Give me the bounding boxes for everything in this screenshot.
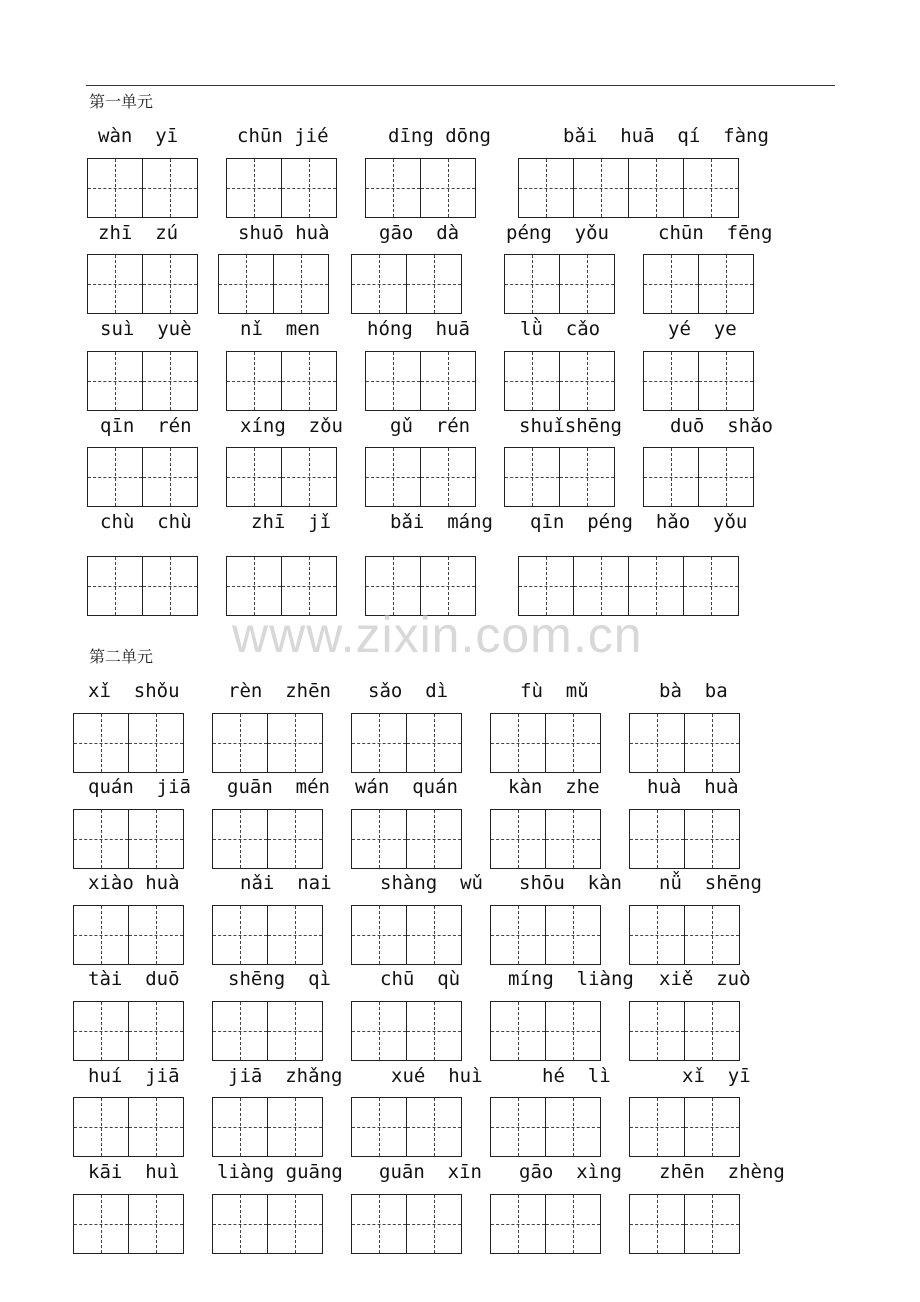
tianzige-cell[interactable] bbox=[420, 158, 476, 218]
tianzige-cell[interactable] bbox=[267, 905, 323, 965]
tianzige-cell[interactable] bbox=[490, 905, 546, 965]
tianzige-cell[interactable] bbox=[628, 158, 684, 218]
writing-grid[interactable] bbox=[490, 1001, 600, 1061]
writing-grid[interactable] bbox=[73, 905, 183, 965]
writing-grid[interactable] bbox=[643, 447, 753, 507]
pinyin-label: chù chù bbox=[100, 511, 192, 533]
writing-grid[interactable] bbox=[490, 905, 600, 965]
tianzige-cell[interactable] bbox=[684, 1194, 740, 1254]
writing-grid[interactable] bbox=[629, 713, 739, 773]
tianzige-cell[interactable] bbox=[490, 1194, 546, 1254]
tianzige-cell[interactable] bbox=[267, 1097, 323, 1157]
pinyin-label: xiě zuò bbox=[659, 968, 751, 990]
tianzige-cell[interactable] bbox=[351, 254, 407, 314]
tianzige-cell[interactable] bbox=[365, 351, 421, 411]
pinyin-label: wàn yī bbox=[98, 125, 179, 147]
tianzige-cell[interactable] bbox=[267, 809, 323, 869]
pinyin-label: chūn jié bbox=[237, 125, 329, 147]
tianzige-cell[interactable] bbox=[490, 809, 546, 869]
tianzige-cell[interactable] bbox=[212, 809, 268, 869]
pinyin-label: xué huì bbox=[391, 1065, 483, 1087]
writing-grid[interactable] bbox=[212, 809, 322, 869]
pinyin-label: shōu kàn bbox=[519, 872, 622, 894]
pinyin-label: fù mǔ bbox=[520, 680, 589, 702]
writing-grid[interactable] bbox=[629, 809, 739, 869]
tianzige-cell[interactable] bbox=[73, 905, 129, 965]
tianzige-cell[interactable] bbox=[643, 254, 699, 314]
writing-grid[interactable] bbox=[226, 158, 336, 218]
tianzige-cell[interactable] bbox=[643, 351, 699, 411]
tianzige-cell[interactable] bbox=[684, 1001, 740, 1061]
pinyin-label: sǎo dì bbox=[368, 680, 449, 702]
pinyin-label: quán jiā bbox=[88, 776, 191, 798]
tianzige-cell[interactable] bbox=[559, 351, 615, 411]
tianzige-cell[interactable] bbox=[212, 1001, 268, 1061]
writing-grid[interactable] bbox=[504, 447, 614, 507]
tianzige-cell[interactable] bbox=[351, 1001, 407, 1061]
tianzige-cell[interactable] bbox=[698, 254, 754, 314]
tianzige-cell[interactable] bbox=[490, 713, 546, 773]
writing-grid[interactable] bbox=[629, 1001, 739, 1061]
tianzige-cell[interactable] bbox=[406, 254, 462, 314]
pinyin-label: qīn péng hǎo yǒu bbox=[530, 511, 748, 533]
writing-grid[interactable] bbox=[504, 351, 614, 411]
pinyin-label: yé ye bbox=[668, 318, 737, 340]
tianzige-cell[interactable] bbox=[142, 351, 198, 411]
tianzige-cell[interactable] bbox=[87, 351, 143, 411]
writing-grid[interactable] bbox=[87, 556, 197, 616]
tianzige-cell[interactable] bbox=[406, 809, 462, 869]
tianzige-cell[interactable] bbox=[281, 158, 337, 218]
tianzige-cell[interactable] bbox=[128, 1001, 184, 1061]
tianzige-cell[interactable] bbox=[87, 254, 143, 314]
pinyin-label: hóng huā bbox=[367, 318, 470, 340]
tianzige-cell[interactable] bbox=[267, 1194, 323, 1254]
pinyin-label: hé lì bbox=[542, 1065, 611, 1087]
tianzige-cell[interactable] bbox=[420, 351, 476, 411]
tianzige-cell[interactable] bbox=[406, 1001, 462, 1061]
tianzige-cell[interactable] bbox=[406, 905, 462, 965]
pinyin-label: péng yǒu bbox=[506, 222, 609, 244]
pinyin-label: liàng guāng bbox=[217, 1161, 343, 1183]
writing-grid[interactable] bbox=[87, 351, 197, 411]
tianzige-cell[interactable] bbox=[629, 1097, 685, 1157]
pinyin-label: xíng zǒu bbox=[240, 415, 343, 437]
tianzige-cell[interactable] bbox=[73, 809, 129, 869]
writing-grid[interactable] bbox=[490, 713, 600, 773]
writing-grid[interactable] bbox=[212, 1194, 322, 1254]
writing-grid[interactable] bbox=[226, 447, 336, 507]
tianzige-cell[interactable] bbox=[545, 713, 601, 773]
tianzige-cell[interactable] bbox=[629, 1194, 685, 1254]
writing-grid[interactable] bbox=[351, 1194, 461, 1254]
writing-grid[interactable] bbox=[365, 351, 475, 411]
tianzige-cell[interactable] bbox=[128, 809, 184, 869]
tianzige-cell[interactable] bbox=[142, 254, 198, 314]
pinyin-label: rèn zhēn bbox=[228, 680, 331, 702]
tianzige-cell[interactable] bbox=[226, 351, 282, 411]
writing-grid[interactable] bbox=[643, 351, 753, 411]
pinyin-label: zhēn zhèng bbox=[659, 1161, 785, 1183]
writing-grid[interactable] bbox=[351, 1097, 461, 1157]
tianzige-cell[interactable] bbox=[504, 351, 560, 411]
writing-grid[interactable] bbox=[351, 254, 461, 314]
tianzige-cell[interactable] bbox=[226, 447, 282, 507]
tianzige-cell[interactable] bbox=[73, 1194, 129, 1254]
pinyin-label: zhī zú bbox=[98, 222, 179, 244]
tianzige-cell[interactable] bbox=[490, 1001, 546, 1061]
writing-grid[interactable] bbox=[212, 1097, 322, 1157]
tianzige-cell[interactable] bbox=[212, 905, 268, 965]
writing-grid[interactable] bbox=[212, 1001, 322, 1061]
pinyin-label: kāi huì bbox=[88, 1161, 180, 1183]
writing-grid[interactable] bbox=[87, 447, 197, 507]
tianzige-cell[interactable] bbox=[212, 1194, 268, 1254]
tianzige-cell[interactable] bbox=[73, 1097, 129, 1157]
tianzige-cell[interactable] bbox=[698, 351, 754, 411]
pinyin-label: jiā zhǎng bbox=[228, 1065, 343, 1087]
tianzige-cell[interactable] bbox=[629, 713, 685, 773]
tianzige-cell[interactable] bbox=[629, 905, 685, 965]
pinyin-label: guān xīn bbox=[379, 1161, 482, 1183]
tianzige-cell[interactable] bbox=[142, 158, 198, 218]
writing-grid[interactable] bbox=[73, 1001, 183, 1061]
writing-grid[interactable] bbox=[351, 1001, 461, 1061]
writing-grid[interactable] bbox=[226, 351, 336, 411]
tianzige-cell[interactable] bbox=[490, 1097, 546, 1157]
tianzige-cell[interactable] bbox=[406, 1194, 462, 1254]
tianzige-cell[interactable] bbox=[281, 447, 337, 507]
pinyin-label: bǎi máng bbox=[390, 511, 493, 533]
writing-grid[interactable] bbox=[212, 713, 322, 773]
tianzige-cell[interactable] bbox=[351, 713, 407, 773]
pinyin-label: huà huà bbox=[647, 776, 739, 798]
tianzige-cell[interactable] bbox=[351, 1194, 407, 1254]
writing-grid[interactable] bbox=[73, 713, 183, 773]
tianzige-cell[interactable] bbox=[643, 447, 699, 507]
tianzige-cell[interactable] bbox=[142, 447, 198, 507]
tianzige-cell[interactable] bbox=[128, 1097, 184, 1157]
tianzige-cell[interactable] bbox=[281, 351, 337, 411]
pinyin-label: suì yuè bbox=[100, 318, 192, 340]
tianzige-cell[interactable] bbox=[128, 713, 184, 773]
tianzige-cell[interactable] bbox=[420, 447, 476, 507]
writing-grid[interactable] bbox=[73, 809, 183, 869]
tianzige-cell[interactable] bbox=[684, 905, 740, 965]
tianzige-cell[interactable] bbox=[128, 905, 184, 965]
tianzige-cell[interactable] bbox=[351, 905, 407, 965]
unit1-title: 第一单元 bbox=[89, 92, 154, 111]
pinyin-label: tài duō bbox=[88, 968, 180, 990]
tianzige-cell[interactable] bbox=[518, 158, 574, 218]
tianzige-cell[interactable] bbox=[365, 158, 421, 218]
pinyin-label: shàng wǔ bbox=[380, 872, 483, 894]
tianzige-cell[interactable] bbox=[351, 1097, 407, 1157]
tianzige-cell[interactable] bbox=[683, 158, 739, 218]
tianzige-cell[interactable] bbox=[365, 447, 421, 507]
pinyin-label: nǐ men bbox=[240, 318, 321, 340]
tianzige-cell[interactable] bbox=[73, 713, 129, 773]
writing-grid[interactable] bbox=[365, 447, 475, 507]
pinyin-label: duō shǎo bbox=[670, 415, 773, 437]
pinyin-label: xǐ yī bbox=[682, 1065, 751, 1087]
unit2-title: 第二单元 bbox=[89, 647, 154, 666]
writing-grid[interactable] bbox=[490, 809, 600, 869]
tianzige-cell[interactable] bbox=[128, 1194, 184, 1254]
pinyin-label: kàn zhe bbox=[508, 776, 600, 798]
header-rule bbox=[86, 85, 835, 86]
writing-grid[interactable] bbox=[490, 1194, 600, 1254]
tianzige-cell[interactable] bbox=[573, 158, 629, 218]
tianzige-cell[interactable] bbox=[545, 1097, 601, 1157]
writing-grid[interactable] bbox=[643, 254, 753, 314]
tianzige-cell[interactable] bbox=[684, 809, 740, 869]
tianzige-cell[interactable] bbox=[559, 447, 615, 507]
tianzige-cell[interactable] bbox=[545, 905, 601, 965]
tianzige-cell[interactable] bbox=[545, 1194, 601, 1254]
tianzige-cell[interactable] bbox=[218, 254, 274, 314]
pinyin-label: nǚ shēng bbox=[659, 872, 762, 894]
tianzige-cell[interactable] bbox=[406, 713, 462, 773]
tianzige-cell[interactable] bbox=[267, 713, 323, 773]
tianzige-cell[interactable] bbox=[629, 809, 685, 869]
tianzige-cell[interactable] bbox=[504, 254, 560, 314]
pinyin-label: chū qù bbox=[380, 968, 461, 990]
pinyin-label: shuǐshēng bbox=[519, 415, 622, 437]
pinyin-label: guān mén bbox=[227, 776, 330, 798]
writing-grid[interactable] bbox=[73, 1194, 183, 1254]
tianzige-cell[interactable] bbox=[629, 1001, 685, 1061]
tianzige-cell[interactable] bbox=[545, 809, 601, 869]
pinyin-label: míng liàng bbox=[508, 968, 634, 990]
writing-grid[interactable] bbox=[518, 158, 738, 218]
pinyin-label: gāo xìng bbox=[519, 1161, 622, 1183]
tianzige-cell[interactable] bbox=[212, 713, 268, 773]
writing-grid[interactable] bbox=[365, 158, 475, 218]
tianzige-cell[interactable] bbox=[273, 254, 329, 314]
pinyin-label: shēng qì bbox=[228, 968, 331, 990]
tianzige-cell[interactable] bbox=[684, 713, 740, 773]
tianzige-cell[interactable] bbox=[351, 809, 407, 869]
writing-grid[interactable] bbox=[87, 158, 197, 218]
watermark: www.zixin.com.cn bbox=[232, 607, 643, 663]
tianzige-cell[interactable] bbox=[87, 447, 143, 507]
writing-grid[interactable] bbox=[87, 254, 197, 314]
tianzige-cell[interactable] bbox=[73, 1001, 129, 1061]
tianzige-cell[interactable] bbox=[406, 1097, 462, 1157]
pinyin-label: zhī jǐ bbox=[251, 511, 332, 533]
writing-grid[interactable] bbox=[218, 254, 328, 314]
pinyin-label: bà ba bbox=[659, 680, 728, 702]
pinyin-label: dīng dōng bbox=[388, 125, 491, 147]
writing-grid[interactable] bbox=[629, 905, 739, 965]
pinyin-label: wán quán bbox=[355, 776, 458, 798]
tianzige-cell[interactable] bbox=[142, 556, 198, 616]
tianzige-cell[interactable] bbox=[504, 447, 560, 507]
writing-grid[interactable] bbox=[351, 713, 461, 773]
tianzige-cell[interactable] bbox=[87, 556, 143, 616]
tianzige-cell[interactable] bbox=[698, 447, 754, 507]
pinyin-label: nǎi nai bbox=[240, 872, 332, 894]
tianzige-cell[interactable] bbox=[212, 1097, 268, 1157]
pinyin-label: lǜ cǎo bbox=[520, 318, 601, 340]
pinyin-label: gāo dà bbox=[379, 222, 460, 244]
writing-grid[interactable] bbox=[504, 254, 614, 314]
writing-grid[interactable] bbox=[73, 1097, 183, 1157]
tianzige-cell[interactable] bbox=[226, 158, 282, 218]
pinyin-label: shuō huà bbox=[238, 222, 330, 244]
pinyin-label: qīn rén bbox=[100, 415, 192, 437]
writing-grid[interactable] bbox=[629, 1194, 739, 1254]
tianzige-cell[interactable] bbox=[684, 1097, 740, 1157]
tianzige-cell[interactable] bbox=[559, 254, 615, 314]
writing-grid[interactable] bbox=[490, 1097, 600, 1157]
pinyin-label: huí jiā bbox=[88, 1065, 180, 1087]
tianzige-cell[interactable] bbox=[87, 158, 143, 218]
writing-grid[interactable] bbox=[629, 1097, 739, 1157]
pinyin-label: xiào huà bbox=[88, 872, 180, 894]
pinyin-label: chūn fēng bbox=[658, 222, 773, 244]
writing-grid[interactable] bbox=[351, 905, 461, 965]
pinyin-label: xǐ shǒu bbox=[88, 680, 180, 702]
pinyin-label: gǔ rén bbox=[390, 415, 471, 437]
writing-grid[interactable] bbox=[212, 905, 322, 965]
writing-grid[interactable] bbox=[351, 809, 461, 869]
pinyin-label: bǎi huā qí fàng bbox=[563, 125, 769, 147]
tianzige-cell[interactable] bbox=[545, 1001, 601, 1061]
tianzige-cell[interactable] bbox=[683, 556, 739, 616]
tianzige-cell[interactable] bbox=[267, 1001, 323, 1061]
